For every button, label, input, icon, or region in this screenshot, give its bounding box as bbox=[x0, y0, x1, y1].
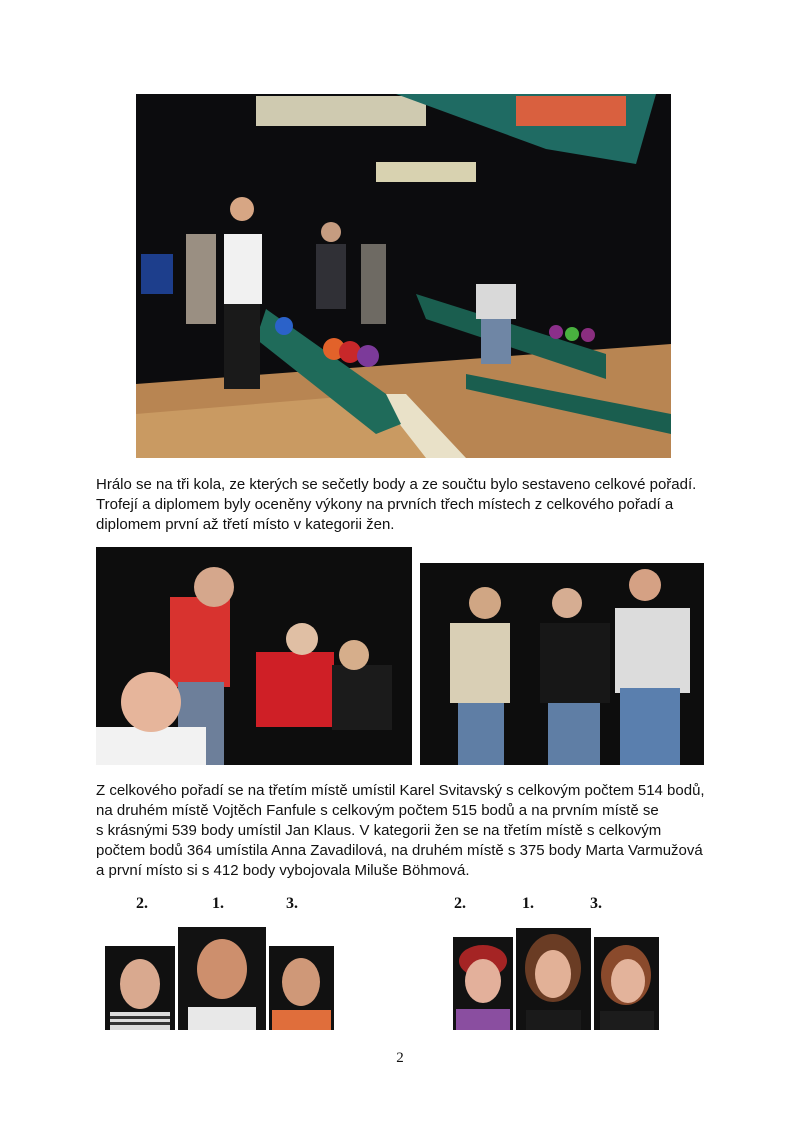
paragraph-results-detail bbox=[96, 781, 716, 881]
text-line: diplomem první až třetí místo v kategorii žen. bbox=[96, 516, 395, 533]
paragraph-results-intro bbox=[96, 475, 716, 535]
men-rank-third: 3. bbox=[286, 895, 298, 912]
spectators-photo-left bbox=[96, 547, 412, 765]
text-line: a první místo si s 412 body vybojovala Miluše Böhmová. bbox=[96, 862, 470, 879]
text-line: s krásnými 539 body umístil Jan Klaus. V kategorii žen se na třetím místě s celkovým bbox=[96, 822, 662, 839]
text-line: na druhém místě Vojtěch Fanfule s celkovým počtem 515 bodů a na prvním místě se bbox=[96, 802, 659, 819]
men-second-place-portrait bbox=[105, 946, 175, 1030]
women-second-place-portrait bbox=[453, 937, 513, 1030]
men-rank-second: 2. bbox=[136, 895, 148, 912]
text-line: Trofejí a diplomem byly oceněny výkony na prvních třech místech z celkového pořadí a bbox=[96, 496, 674, 513]
women-third-place-portrait bbox=[594, 937, 659, 1030]
men-rank-first: 1. bbox=[212, 895, 224, 912]
text-line: počtem bodů 364 umístila Anna Zavadilová, na druhém místě s 375 body Marta Varmužová bbox=[96, 842, 703, 859]
text-line: Hrálo se na tři kola, ze kterých se sečetly body a ze součtu bylo sestaveno celkové pořadí. bbox=[96, 476, 697, 493]
women-first-place-portrait bbox=[516, 928, 591, 1030]
text-line: Z celkového pořadí se na třetím místě umístil Karel Svitavský s celkovým počtem 514 bodů, bbox=[96, 782, 705, 799]
spectators-photo-right bbox=[420, 563, 704, 765]
women-rank-first: 1. bbox=[522, 895, 534, 912]
women-rank-third: 3. bbox=[590, 895, 602, 912]
men-first-place-portrait bbox=[178, 927, 266, 1030]
women-rank-second: 2. bbox=[454, 895, 466, 912]
page-number: 2 bbox=[396, 1050, 404, 1066]
men-third-place-portrait bbox=[269, 946, 334, 1030]
bowling-alley-photo bbox=[136, 94, 671, 458]
